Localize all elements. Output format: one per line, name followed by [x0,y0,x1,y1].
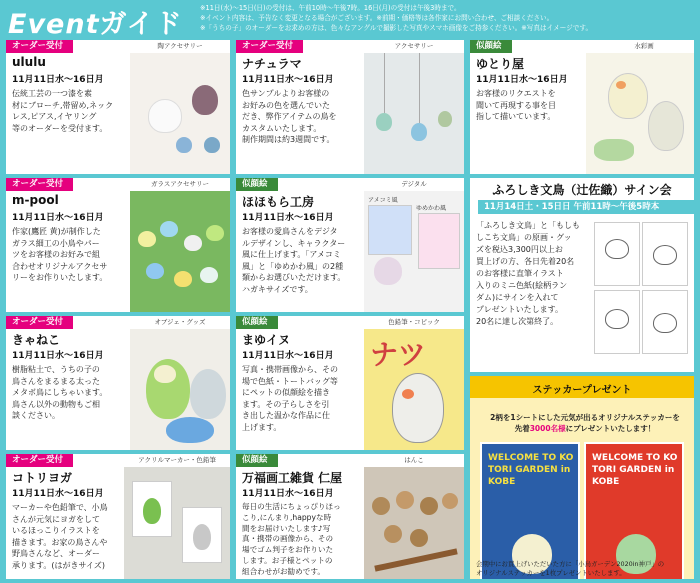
java-sparrow-icon [605,239,629,259]
desc-line: 組合わせがお勧めです。 [242,566,325,576]
card-mayuinu [236,316,464,450]
card-name: ゆとり屋 [476,57,525,71]
desc-line: 買上げの方、各日先着20名 [476,257,575,266]
desc-line: 色サンプルよりお客様の [242,89,330,98]
bird-figure-icon [176,137,192,153]
card-name: ナチュラマ [242,57,302,71]
desc-line: お客様のリクエストを [476,89,556,98]
header-notes [200,3,696,33]
desc-line: ズを税込3,300円以上お [476,245,563,254]
sticker-present-panel [470,376,694,579]
note-line: ※イベント内容は、予告なく変更となる場合がございます。※前期・価格等は各作家にお問い合わせ、ご相談ください。 [200,14,554,22]
watercolor-illustration [586,53,694,174]
desc-line: さんが元気にヨガをして [12,514,100,524]
product-photo [364,53,464,174]
glass-bird-icon [184,235,202,251]
yoga-bird-icon [193,524,211,550]
card-date: 11月11日水〜16日月 [12,213,104,223]
signing-event-panel [470,178,694,372]
sticker-title: ステッカープレゼント [532,385,632,396]
desc-line: 2柄を1シートにした元気が出るオリジナルステッカーを [490,413,680,422]
card-ululu [6,40,230,174]
card-name: 万福画工雑貨 仁屋 [242,471,343,485]
card-date: 11月11日水〜16日月 [12,351,104,361]
card-hohomora [236,178,464,312]
card-desc [242,502,341,578]
desc-line: 真・携帯の画像から、その [242,534,334,544]
desc-line: レス,ピアス,イヤリング [12,112,97,121]
stamp-icon [384,525,402,543]
card-name: ululu [12,55,46,69]
card-desc [12,364,107,422]
desc-line: のお客様に直筆イラスト [476,269,564,278]
bird-charm-icon [411,123,427,141]
desc-line: 20名に達し次第終了。 [476,317,559,326]
desc-line: 伝統工芸の一つ漆を素 [12,89,92,98]
bird-figure-icon [192,85,218,115]
card-name: まゆイヌ [242,333,291,347]
sticker-lettering: WELCOME TO KOTORI GARDEN in KOBE [592,453,678,487]
desc-line: リーをお作りいたします。 [12,273,108,282]
signing-title: ふろしき文鳥（辻佐織）サイン会 [492,183,672,197]
desc-line: ハガキサイズです。 [242,284,313,294]
product-photo [130,53,230,174]
card-date: 11月11日水〜16日月 [12,75,104,85]
cockatiel-icon [648,101,684,151]
desc-line: だき、弊作アイテムの鳥を [242,112,337,121]
digital-illustration [364,191,464,312]
desc-line: 等のオーダーを受付ます。 [12,123,108,133]
desc-line: 作家(鷹匠 黄)が制作した [12,227,101,236]
card-category: デジタル [401,180,427,188]
amekomi-card [368,205,412,255]
artwork-sheet [594,222,640,286]
card-tag: 似顔絵 [236,316,278,329]
card-date: 11月11日水〜16日月 [242,351,334,361]
desc-line: 承ります。(はがきサイズ) [12,560,105,570]
desc-line: こり,にんまり,happyな時 [242,512,332,522]
clay-bird-face [154,365,176,383]
artwork-sheet [642,222,688,286]
desc-line: 指して描いています。 [476,112,556,121]
card-name: コトリヨガ [12,471,73,485]
stamp-icon [442,493,458,509]
cockatiel-icon [608,73,648,119]
card-name: きゃねこ [12,333,61,347]
desc-line: 鳥さん以外の動物もご相 [12,399,100,409]
card-category: アクリルマーカー・色鉛筆 [138,456,216,464]
sticker-sample-right [584,442,684,579]
card-date: 11月11日水〜16日月 [242,75,334,85]
desc-line: します。お子様とペットの [242,555,333,565]
card-category: オブジェ・グッズ [154,318,206,326]
glass-bird-icon [200,267,218,283]
desc-line: いるほっこりイラストを [12,526,100,535]
chain [419,53,420,123]
desc-line: 野鳥さんなど、オーダー [12,549,100,558]
desc-line: 毎日の生活にちょっぴりほっ [242,502,341,511]
desc-line: ルデザインし、キャラクター [242,238,346,248]
desc-line: ツをお客様のお好みで組 [12,250,100,259]
desc-line: にペットの似顔絵を描き [242,388,330,397]
desc-line: 会期中にお買上げいただいた方に「小鳥ガーデン2020in神戸」の [476,560,665,568]
card-naturama [236,40,464,174]
natsu-lettering: ナツ [370,338,426,371]
java-sparrow-icon [653,245,677,265]
card-kyaneko [6,316,230,450]
glass-bird-icon [160,221,178,237]
java-sparrow-icon [653,313,677,333]
card-tag: 似顔絵 [236,454,278,467]
bird-figure-icon [204,137,220,153]
card-desc [12,88,113,134]
desc-line: 鳥さんをまるまる太った [12,376,100,386]
desc-line: 写真・携帯画像から、その [242,365,338,374]
portrait-illustration [364,329,464,450]
card-date: 11月11日水〜16日月 [242,489,334,499]
desc-line: お好みの色を選んでいた [242,100,330,110]
sticker-lettering: WELCOME TO KOTORI GARDEN in KOBE [488,453,574,487]
product-photo [364,467,464,579]
stamp-icon [372,497,390,515]
sticker-footnote [476,560,694,578]
bird-charm-icon [376,113,392,131]
card-category: アクセサリー [394,42,434,50]
card-desc [242,226,345,295]
sticker-sample-left [480,442,580,579]
card-category: ガラスアクセサリー [150,180,210,188]
desc-line: 間をお届けいたします♪写 [242,523,331,533]
java-sparrow-icon [605,309,629,329]
signing-desc [476,220,580,328]
product-photo [124,467,230,579]
card-tag: オーダー受付 [236,40,303,53]
page-header [0,0,700,40]
glass-bird-icon [146,263,164,279]
card-yutoriya [470,40,694,174]
stamp-icon [396,491,414,509]
signing-date: 11月14日土・15日日 午前11時〜午後5時本 [478,200,694,214]
desc-line: き出した温かな作品に仕 [242,411,330,420]
card-kotoriyoga [6,454,230,579]
postcard-sheet [182,507,222,563]
desc-line: 聞いて再現する事を目 [476,100,556,110]
desc-line: お客様の愛鳥さんをデジタ [242,227,338,236]
product-photo [130,191,230,312]
desc-line: 場でゴム判子をお作りいた [242,545,334,555]
desc-line: 風」と「ゆめかわ風」の2種 [242,261,344,271]
bird-illustration-icon [374,257,402,285]
card-tag: 似顔絵 [236,178,278,191]
carving-tool [374,548,457,571]
bird-figure-icon [148,99,182,133]
sticker-desc [478,412,692,434]
card-name: ほほもら工房 [242,195,315,209]
yoga-bird-icon [143,498,161,524]
desc-line: 樹脂粘土で、うちの子の [12,365,100,374]
note-line: ※「うちの子」のオーダーをお求めの方は、色々なアングルで撮影した写真やスマホ画像をご持参ください。※写真はイメージです。 [200,24,593,32]
card-tag: 似顔絵 [470,40,512,53]
desc-line: ガラス細工の小鳥やパー [12,238,100,248]
style-label-yumekawa: ゆめかわ風 [416,205,447,212]
desc-line: しこち文鳥」の原画・グッ [476,233,572,242]
desc-line: 風に仕上げます。「アメコミ [242,250,341,259]
bird-charm-icon [438,111,452,127]
artwork-sheet [594,290,640,354]
card-m-pool [6,178,230,312]
stamp-icon [410,529,428,547]
card-category: 水彩画 [634,42,654,50]
postcard-sheet [132,481,172,537]
artwork-sheet [642,290,688,354]
cheek-patch [402,389,414,399]
style-label-amekomi: アメコミ風 [368,197,398,204]
desc-line: メタボ鳥にしちゃいます。 [12,388,108,397]
card-tag: オーダー受付 [6,316,73,329]
desc-line: 「ふろしき文鳥」と「もしも [476,221,580,230]
card-category: 色鉛筆・コピック [388,318,440,326]
desc-line: 談ください。 [12,411,60,420]
card-category: 陶アクセサリー [157,42,203,50]
card-date: 11月11日水〜16日月 [476,75,568,85]
desc-line: 合わせオリジナルアクセサ [12,261,108,271]
desc-line: マーカーや色鉛筆で、小鳥 [12,503,108,512]
card-category: はんこ [404,456,424,464]
desc-line: 描きます。お家の鳥さんや [12,537,108,547]
card-date: 11月11日水〜16日月 [242,213,334,223]
desc-line: 制作期間は約3週間です。 [242,135,335,144]
card-tag: オーダー受付 [6,178,73,191]
desc-line: 類からお選びいただけます。 [242,273,346,282]
glass-bird-icon [138,231,156,247]
stamp-icon [420,497,438,515]
leaf-decoration [594,139,634,161]
desc-line: プレゼントいたします。 [476,305,564,314]
card-desc [12,226,107,284]
desc-line: ます。その子らしさを引 [242,399,330,409]
chain [384,53,385,113]
card-manpuku [236,454,464,579]
card-date: 11月11日水〜16日月 [12,489,104,499]
desc-line: 上げます。 [242,422,282,432]
desc-line: 先着3000名様にプレゼントいたします！ [514,424,656,433]
clay-bird-icon [166,417,214,443]
card-desc [242,88,337,146]
yumekawa-card [418,213,460,269]
card-desc [476,88,556,123]
desc-line: 入りのミニ色紙(絵柄ラン [476,281,568,290]
card-name: m-pool [12,193,59,207]
cheek-patch [616,81,626,89]
clay-bird-icon [190,369,226,419]
page-title: Eventガイド [8,9,183,40]
desc-line: ダム)にサインを入れて [476,293,559,302]
note-line: ※11日(水)〜15日(日)の受付は、午前10時〜午後7時。16日(月)の受付は午後3時まで。 [200,4,461,12]
desc-line: オリジナルステッカーを1枚プレゼントいたします。 [476,569,626,577]
cockatiel-portrait-icon [392,373,444,443]
glass-bird-icon [206,225,224,241]
card-tag: オーダー受付 [6,40,73,53]
glass-bird-icon [174,271,192,287]
card-desc [242,364,338,433]
desc-line: カスタムいたします。 [242,123,322,133]
card-tag: オーダー受付 [6,454,73,467]
desc-line: 場で色紙・トートバッグ等 [242,376,338,386]
card-desc [12,502,108,571]
product-photo [130,329,230,450]
desc-line: 材にブローチ,帯留め,ネック [12,100,114,110]
